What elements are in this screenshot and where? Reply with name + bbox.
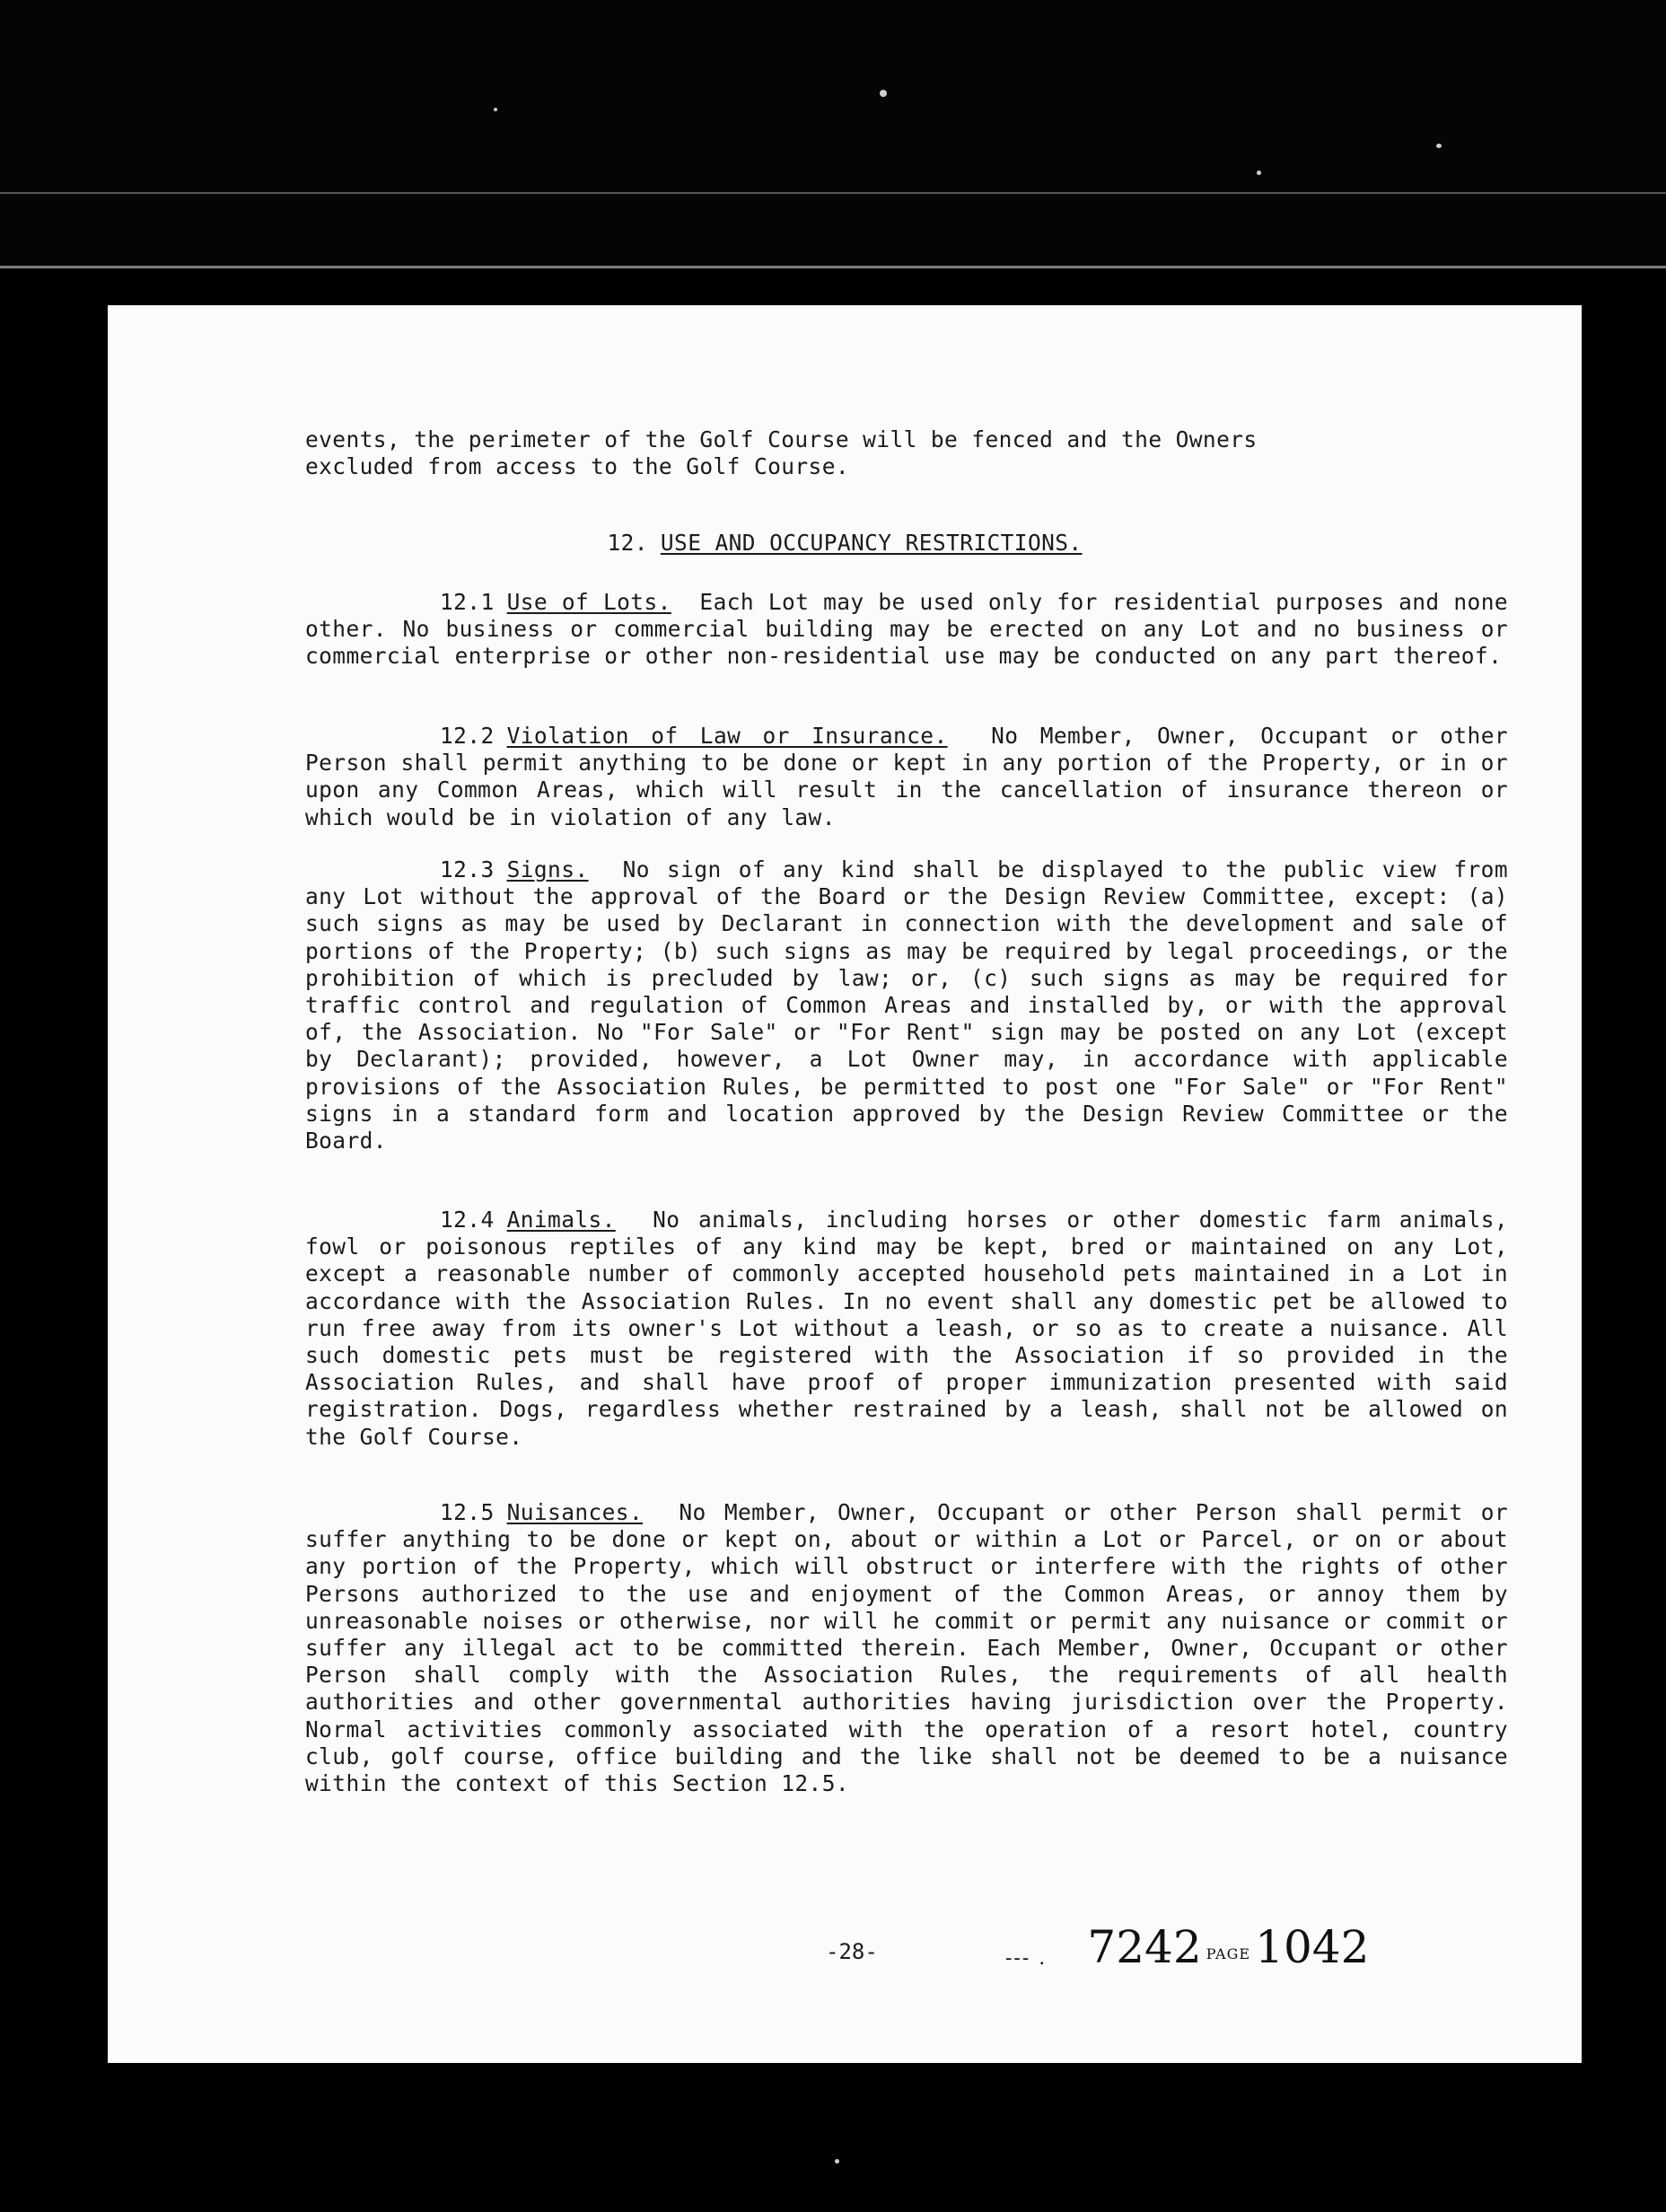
scan-speck <box>880 90 887 97</box>
subsection-body: Each Lot may be used only for residential purposes and none other. No business or commercial building may be erected on any Lot and no business or commercial enterprise or other non-residential use may be conducted on any part thereof. <box>305 589 1508 670</box>
subsection-title: Use of Lots. <box>506 589 671 615</box>
subsection-body: No animals, including horses or other domestic farm animals, fowl or poisonous reptiles of any kind may be kept, bred or maintained on any Lot, except a reasonable number of commonly accepted household pets maintained in a Lot in accordance with the Association Rules. In no event shall any domestic pet be allowed to run free away from its owner's Lot without a leash, or so as to create a nuisance. All such domestic pets must be registered with the Association if so provided in the Association Rules, and shall have proof of proper immunization presented with said registration. Dogs, regardless whether restrained by a leash, shall not be allowed on the Golf Course. <box>305 1207 1508 1450</box>
subsection-title: Animals. <box>506 1207 616 1233</box>
recording-stamp <box>1005 1921 1369 1973</box>
scan-top-margin <box>0 0 1666 269</box>
subsection-12-1 <box>305 589 1508 671</box>
stamp-mark: --- . <box>1005 1947 1048 1970</box>
scan-speck <box>494 108 497 111</box>
recorded-page-number: 1042 <box>1255 1921 1370 1973</box>
section-heading <box>108 530 1582 556</box>
book-number: 7242 <box>1087 1921 1202 1973</box>
subsection-number: 12.4 <box>440 1207 495 1233</box>
section-number: 12. <box>607 530 648 556</box>
continued-line-2: excluded from access to the Golf Course. <box>305 453 850 480</box>
scan-artifact-line <box>0 192 1666 194</box>
subsection-title: Violation of Law or Insurance. <box>506 723 948 749</box>
continued-line-1: events, the perimeter of the Golf Course will be fenced and the Owners <box>305 426 1258 452</box>
subsection-12-4 <box>305 1207 1508 1451</box>
scan-speck <box>835 2159 839 2164</box>
subsection-number: 12.2 <box>440 723 495 749</box>
subsection-12-3 <box>305 856 1508 1154</box>
subsection-number: 12.3 <box>440 856 495 882</box>
page-label: PAGE <box>1206 1945 1251 1962</box>
subsection-title: Signs. <box>506 856 589 882</box>
section-title: USE AND OCCUPANCY RESTRICTIONS. <box>660 530 1083 556</box>
subsection-12-2 <box>305 723 1508 831</box>
scan-artifact-line <box>0 266 1666 268</box>
subsection-body: No sign of any kind shall be displayed to the public view from any Lot without the approval of the Board or the Design Review Committee, except: (a) such signs as may be used by Declarant in connection with the development and sale of portions of the Property; (b) such signs as may be required by legal proceedings, or the prohibition of which is precluded by law; or, (c) such signs as may be required for traffic control and regulation of Common Areas and installed by, or with the approval of, the Association. No "For Sale" or "For Rent" sign may be posted on any Lot (except by Declarant); provided, however, a Lot Owner may, in accordance with applicable provisions of the Association Rules, be permitted to post one "For Sale" or "For Rent" signs in a standard form and location approved by the Design Review Committee or the Board. <box>305 856 1508 1154</box>
subsection-number: 12.1 <box>440 589 495 615</box>
page-number: -28- <box>826 1939 878 1964</box>
scan-speck <box>1436 144 1442 148</box>
subsection-number: 12.5 <box>440 1499 495 1525</box>
subsection-body: No Member, Owner, Occupant or other Person shall permit anything to be done or kept in any portion of the Property, or in or upon any Common Areas, which will result in the cancellation of insurance thereon or which would be in violation of any law. <box>305 723 1508 830</box>
subsection-body: No Member, Owner, Occupant or other Person shall permit or suffer anything to be done or kept on, about or within a Lot or Parcel, or on or about any portion of the Property, which will obstruct or interfere with the rights of other Persons authorized to the use and enjoyment of the Common Areas, or annoy them by unreasonable noises or otherwise, nor will he commit or permit any nuisance or commit or suffer any illegal act to be committed therein. Each Member, Owner, Occupant or other Person shall comply with the Association Rules, the requirements of all health authorities and other governmental authorities having jurisdiction over the Property. Normal activities commonly associated with the operation of a resort hotel, country club, golf course, office building and the like shall not be deemed to be a nuisance within the context of this Section 12.5. <box>305 1499 1508 1797</box>
subsection-title: Nuisances. <box>506 1499 644 1525</box>
subsection-12-5 <box>305 1499 1508 1797</box>
scan-speck <box>1257 171 1261 175</box>
document-page <box>108 305 1582 2063</box>
continued-paragraph <box>305 426 1508 480</box>
